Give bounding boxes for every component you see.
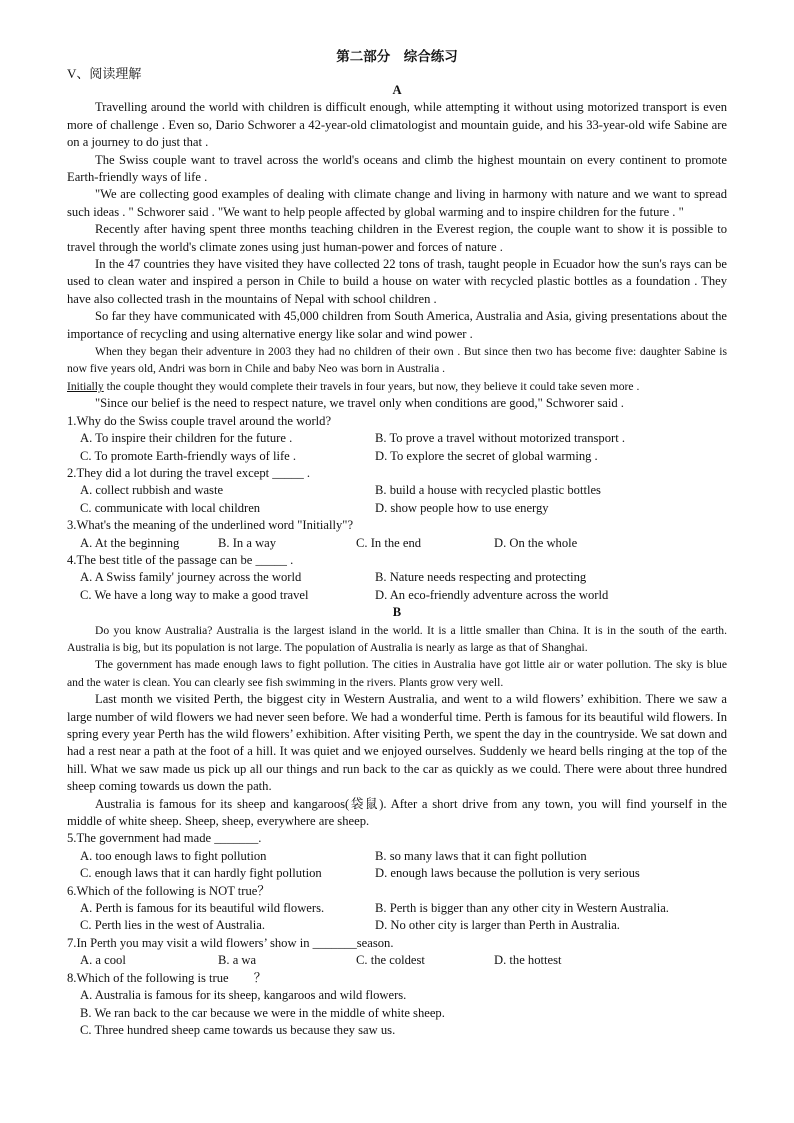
reading-content [67, 82, 727, 1039]
question-3 [67, 517, 727, 552]
passage-a-paragraph-initially [67, 378, 727, 395]
passage-b-paragraph: Australia is famous for its sheep and kangaroos(袋鼠). After a short drive from any town, you will find yourself in the middle of white sheep. Sheep, sheep, everywhere are sheep. [67, 796, 727, 829]
option-b[interactable]: B. Nature needs respecting and protecting [375, 570, 587, 585]
passage-a-paragraph: In the 47 countries they have visited they have collected 22 tons of trash, taught people in Ecuador how the sun's rays can be used to clean water and inspired a person in Chile to build a house on water with recycled plastic bottles as a foundation . They have also collected trash in the mountains of Nepal with school children . [67, 257, 727, 306]
question-5 [67, 830, 727, 882]
question-stem: 8.Which of the following is true ？ [67, 970, 267, 985]
passage-a-paragraph: So far they have communicated with 45,000 children from South America, Australia and Asia, giving presentations about the importance of recycling and using alternative energy like solar and wind power . [67, 309, 727, 341]
option-b[interactable]: B. We ran back to the car because we were in the middle of white sheep. [80, 1005, 445, 1020]
option-c[interactable]: C. Three hundred sheep came towards us because they saw us. [80, 1022, 396, 1037]
option-c[interactable]: C. enough laws that it can hardly fight pollution [80, 866, 322, 881]
passage-a-paragraph: When they began their adventure in 2003 they had no children of their own . But since then two has become five: daughter Sabine is now five years old, Andri was born in Chile and baby Neo was born in Australia . [67, 345, 727, 376]
question-8 [67, 970, 727, 1040]
passage-a-paragraph: The Swiss couple want to travel across the world's oceans and climb the highest mountain on every continent to promote Earth-friendly ways of life . [67, 152, 727, 185]
passage-a-paragraph: "Since our belief is the need to respect nature, we travel only when conditions are good," Schworer said . [95, 396, 624, 411]
option-c[interactable]: C. the coldest [356, 953, 425, 968]
passage-b-paragraph: Last month we visited Perth, the biggest city in Western Australia, and went to a wild flowers’ exhibition. There we saw a large number of wild flowers we had never seen before. We had a wonderful time. Perth is famous for its beautiful wild flowers. In spring every year Perth has the wild flowers’ exhibition. After visiting Perth, we spent the day in the countryside. We sat down and had a rest near a path at the foot of a hill. It was quiet and we enjoyed ourselves. Suddenly we heard bells ringing at the top of the hill. What we saw made us pick up all our things and run back to the car as quickly as we could. There were about three hundred sheep coming towards us down the path. [67, 692, 727, 794]
passage-a-paragraph: Recently after having spent three months teaching children in the Everest region, the couple want to show it is possible to travel through the world's climate zones using just human-power and forces of nature . [67, 222, 727, 254]
passage-a-letter: A [392, 83, 402, 97]
option-a[interactable]: A. Perth is famous for its beautiful wild flowers. [80, 901, 325, 916]
option-d[interactable]: D. No other city is larger than Perth in Australia. [375, 918, 620, 933]
option-c[interactable]: C. Perth lies in the west of Australia. [80, 918, 266, 933]
option-c[interactable]: C. To promote Earth-friendly ways of life . [80, 448, 297, 463]
option-d[interactable]: D. the hottest [494, 953, 562, 968]
option-a[interactable]: A. a cool [80, 953, 126, 968]
option-b[interactable]: B. build a house with recycled plastic bottles [375, 483, 601, 498]
question-stem: 5.The government had made _______. [67, 831, 262, 846]
passage-b-paragraph: Do you know Australia? Australia is the largest island in the world. It is a little smaller than China. It is in the south of the earth. Australia is big, but its population is not large. The population of Australia is nearly as large as that of Shanghai. [67, 623, 727, 654]
option-d[interactable]: D. On the whole [494, 535, 578, 550]
passage-a-paragraph: "We are collecting good examples of dealing with climate change and living in harmony with nature and we want to spread such ideas . " Schworer said . "We want to help people affected by global warming and to inspire children for the future . " [67, 187, 727, 219]
paragraph-rest: the couple thought they would complete their travels in four years, but now, they believe it could take seven more . [103, 379, 640, 393]
question-stem: 1.Why do the Swiss couple travel around the world? [67, 413, 332, 428]
question-6 [67, 883, 727, 935]
passage-b-paragraph: The government has made enough laws to fight pollution. The cities in Australia have got little air or water pollution. The sky is blue and the water is clean. You can clearly see fish swimming in the rivers. Plants grow very well. [67, 658, 727, 689]
option-d[interactable]: D. To explore the secret of global warming . [375, 448, 598, 463]
option-d[interactable]: D. show people how to use energy [375, 500, 549, 515]
option-a[interactable]: A. too enough laws to fight pollution [80, 848, 267, 863]
option-c[interactable]: C. We have a long way to make a good travel [80, 587, 309, 602]
question-2 [67, 465, 727, 517]
question-stem: 4.The best title of the passage can be _____ . [67, 552, 294, 567]
option-b[interactable]: B. In a way [218, 535, 277, 550]
underlined-word: Initially [67, 379, 104, 393]
passage-b-letter: B [392, 605, 402, 620]
option-a[interactable]: A. collect rubbish and waste [80, 483, 224, 498]
passage-a-paragraph: Travelling around the world with children is difficult enough, while attempting it without using motorized transport is even more of challenge . Even so, Dario Schworer a 42-year-old climatologist and mountain guide, and his 33-year-old wife Sabine are on a journey to do just that . [67, 100, 727, 150]
option-d[interactable]: D. enough laws because the pollution is very serious [375, 866, 640, 881]
option-d[interactable]: D. An eco-friendly adventure across the world [375, 587, 609, 602]
option-b[interactable]: B. a wa [218, 953, 257, 968]
question-stem: 7.In Perth you may visit a wild flowers’ show in _______season. [67, 935, 394, 950]
option-c[interactable]: C. communicate with local children [80, 500, 261, 515]
option-b[interactable]: B. To prove a travel without motorized transport . [375, 431, 626, 446]
question-stem: 6.Which of the following is NOT true？ [67, 883, 270, 898]
question-7 [67, 935, 727, 970]
option-a[interactable]: A. Australia is famous for its sheep, kangaroos and wild flowers. [80, 988, 407, 1003]
option-a[interactable]: A. To inspire their children for the future . [80, 431, 293, 446]
option-b[interactable]: B. so many laws that it can fight pollution [375, 848, 587, 863]
question-1 [67, 413, 727, 465]
option-a[interactable]: A. At the beginning [80, 535, 180, 550]
page-title: 第二部分 综合练习 [336, 49, 458, 64]
question-stem: 2.They did a lot during the travel except _____ . [67, 465, 311, 480]
section-label: V、阅读理解 [67, 66, 142, 81]
option-b[interactable]: B. Perth is bigger than any other city in Western Australia. [375, 901, 669, 916]
option-c[interactable]: C. In the end [356, 535, 422, 550]
option-a[interactable]: A. A Swiss family' journey across the world [80, 570, 302, 585]
question-stem: 3.What's the meaning of the underlined word "Initially"? [67, 518, 354, 533]
question-4 [67, 552, 727, 604]
